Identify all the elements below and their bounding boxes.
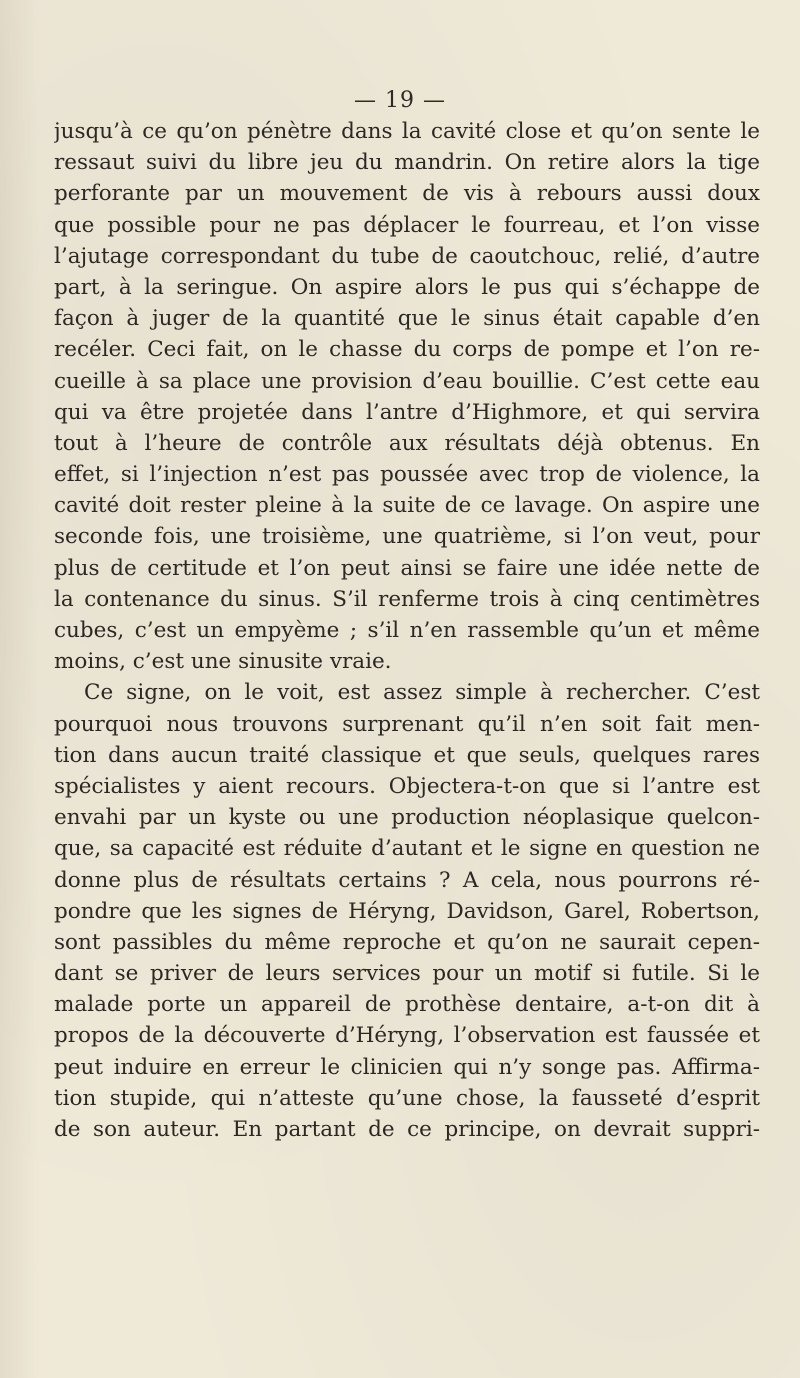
page-number: — 19 — — [354, 88, 446, 113]
text-line: pourquoi nous trouvons surprenant qu’il n’en soit fait men- — [54, 711, 760, 737]
text-line: perforante par un mouvement de vis à rebours aussi doux — [54, 181, 760, 207]
text-line: l’ajutage correspondant du tube de caoutchouc, relié, d’autre — [54, 243, 760, 269]
text-line: plus de certitude et l’on peut ainsi se faire une idée nette de — [54, 555, 760, 581]
text-line-paragraph-end: moins, c’est une sinusite vraie. — [54, 649, 392, 675]
text-line: malade porte un appareil de prothèse dentaire, a-t-on dit à — [54, 992, 760, 1018]
text-line: ressaut suivi du libre jeu du mandrin. On retire alors la tige — [54, 150, 760, 176]
text-line: effet, si l’injection n’est pas poussée avec trop de violence, la — [54, 462, 760, 488]
text-line: recéler. Ceci fait, on le chasse du corps de pompe et l’on re- — [54, 337, 760, 363]
text-line: tion stupide, qui n’atteste qu’une chose, la fausseté d’esprit — [54, 1085, 760, 1111]
text-line: seconde fois, une troisième, une quatrième, si l’on veut, pour — [54, 524, 760, 550]
text-line: propos de la découverte d’Héryng, l’observation est faussée et — [54, 1023, 760, 1049]
text-line: la contenance du sinus. S’il renferme trois à cinq centimètres — [54, 586, 760, 612]
text-line: peut induire en erreur le clinicien qui n’y songe pas. Affirma- — [54, 1054, 760, 1080]
text-line: envahi par un kyste ou une production néoplasique quelcon- — [54, 805, 760, 831]
text-line: tout à l’heure de contrôle aux résultats déjà obtenus. En — [54, 430, 760, 456]
text-line: de son auteur. En partant de ce principe, on devrait suppri- — [54, 1117, 760, 1142]
text-line: spécialistes y aient recours. Objectera-t-on que si l’antre est — [54, 773, 760, 799]
text-line: façon à juger de la quantité que le sinus était capable d’en — [54, 306, 760, 332]
text-line: donne plus de résultats certains ? A cela, nous pourrons ré- — [54, 867, 760, 893]
text-line: cueille à sa place une provision d’eau bouillie. C’est cette eau — [54, 368, 760, 394]
text-line: que possible pour ne pas déplacer le fourreau, et l’on visse — [54, 212, 760, 238]
text-line: sont passibles du même reproche et qu’on ne saurait cepen- — [54, 929, 760, 955]
text-line: part, à la seringue. On aspire alors le pus qui s’échappe de — [54, 274, 760, 300]
text-line: que, sa capacité est réduite d’autant et le signe en question ne — [54, 836, 760, 862]
text-line: cavité doit rester pleine à la suite de ce lavage. On aspire une — [54, 493, 760, 519]
text-line: pondre que les signes de Héryng, Davidson, Garel, Robertson, — [54, 898, 760, 924]
text-line-paragraph-start: Ce signe, on le voit, est assez simple à rechercher. C’est — [84, 680, 760, 706]
text-line: dant se priver de leurs services pour un motif si futile. Si le — [54, 961, 760, 987]
text-line: tion dans aucun traité classique et que seuls, quelques rares — [54, 742, 760, 768]
text-line: jusqu’à ce qu’on pénètre dans la cavité close et qu’on sente le — [54, 119, 760, 144]
text-line: qui va être projetée dans l’antre d’Highmore, et qui servira — [54, 399, 760, 425]
text-line: cubes, c’est un empyème ; s’il n’en rassemble qu’un et même — [54, 618, 760, 643]
body-text — [54, 116, 760, 1145]
